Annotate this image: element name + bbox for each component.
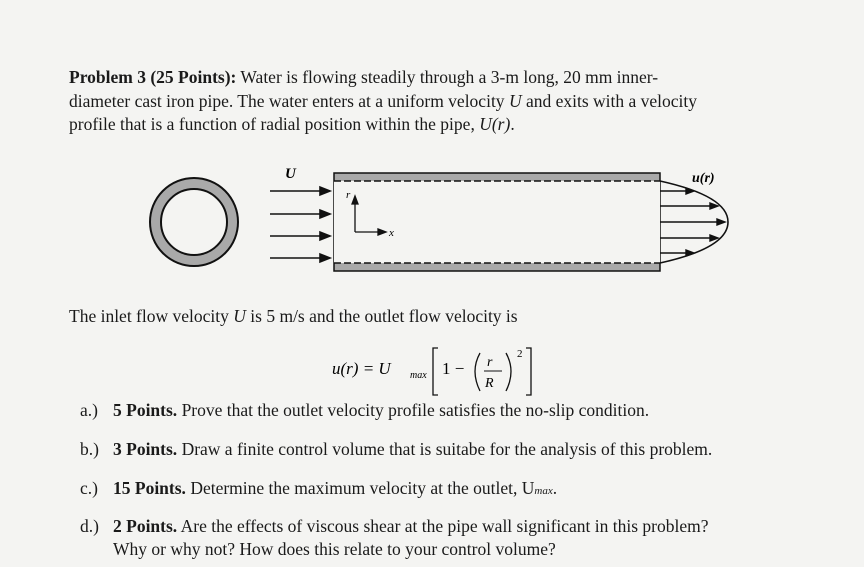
part-text: Draw a finite control volume that is suitabe for the analysis of this problem. — [177, 439, 713, 459]
part-text: Prove that the outlet velocity profile satisfies the no-slip condition. — [177, 400, 650, 420]
velocity-equation — [330, 343, 570, 403]
equation-lhs: u(r) = U — [332, 359, 391, 378]
inlet-label: U — [285, 166, 296, 182]
part-continuation: Why or why not? How does this relate to your control volume? — [113, 539, 556, 559]
equation-subscript: max — [410, 370, 427, 381]
equation-exponent: 2 — [517, 348, 523, 360]
part-c — [80, 478, 557, 499]
part-text: Are the effects of viscous shear at the pipe wall significant in this problem? — [177, 516, 709, 536]
part-d — [80, 516, 709, 559]
inlet-text: is 5 m/s and the outlet flow velocity is — [245, 306, 518, 326]
problem-text: diameter cast iron pipe. The water enters at a uniform velocity — [69, 90, 509, 111]
outlet-velocity-profile — [660, 181, 728, 263]
variable-U: U — [233, 306, 246, 326]
problem-line-3 — [69, 113, 809, 137]
inlet-text: The inlet flow velocity — [69, 306, 234, 326]
part-text: Determine the maximum velocity at the outlet, U — [185, 478, 535, 498]
problem-line-2 — [69, 90, 809, 114]
inlet-arrows — [270, 187, 330, 262]
part-text: . — [552, 478, 558, 498]
problem-heading: Problem 3 (25 Points): — [69, 67, 237, 87]
variable-U-r: U(r) — [479, 114, 511, 134]
problem-text: . — [510, 114, 515, 134]
part-b — [80, 439, 712, 460]
part-points: 2 Points. — [113, 516, 178, 536]
equation-denominator: R — [485, 376, 494, 391]
problem-text: profile that is a function of radial position within the pipe, — [69, 114, 480, 134]
part-subscript: max — [534, 485, 553, 497]
axis-x-label: x — [389, 227, 394, 239]
part-label: b.) — [80, 439, 99, 459]
part-a — [80, 400, 649, 421]
problem-statement — [69, 66, 809, 137]
equation-one-minus: 1 − — [442, 359, 465, 378]
inlet-statement — [69, 306, 809, 327]
part-label: a.) — [80, 400, 98, 420]
problem-text: and exits with a velocity — [521, 90, 698, 111]
part-label: c.) — [80, 478, 98, 498]
variable-U: U — [508, 90, 522, 111]
problem-text: Water is flowing steadily through a 3-m long, 20 mm inner- — [236, 67, 659, 87]
part-points: 15 Points. — [113, 478, 186, 498]
outlet-label: u(r) — [692, 171, 715, 186]
problem-line-1 — [69, 66, 809, 90]
part-label: d.) — [80, 516, 99, 536]
pipe-figure — [130, 160, 750, 295]
pipe-body — [334, 173, 660, 271]
part-points: 5 Points. — [113, 400, 178, 420]
equation-numerator: r — [487, 355, 493, 370]
axis-r-label: r — [346, 189, 351, 201]
part-points: 3 Points. — [113, 439, 178, 459]
pipe-cross-section — [150, 178, 238, 266]
